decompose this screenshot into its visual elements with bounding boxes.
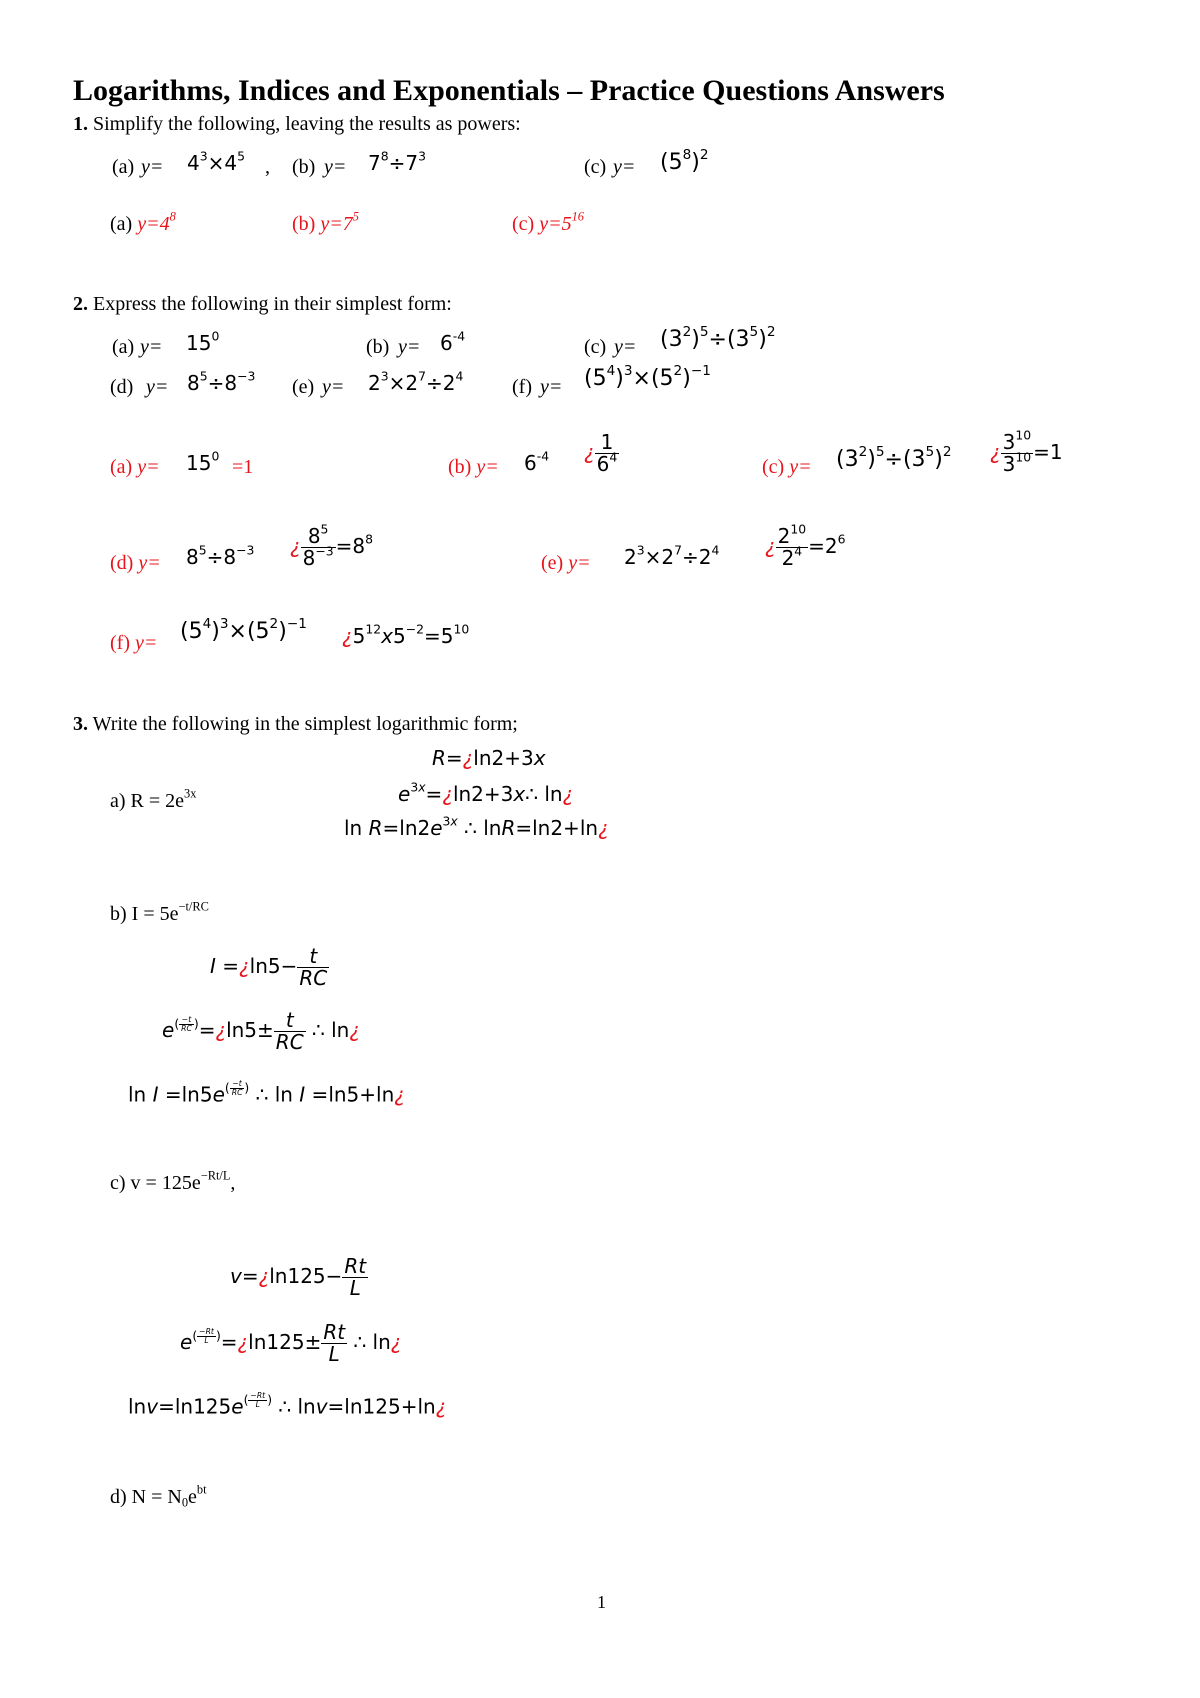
q1-c-y: y= (613, 156, 636, 178)
q1-separator: , (265, 156, 270, 178)
q2-answer-c-result: ¿ $\frac{3^{10}}{3^{10}}$ =1 (990, 427, 1063, 476)
q2-answer-c-label: (c) y= (762, 456, 812, 478)
q2-b-y: y= (398, 336, 421, 358)
q3-number: 3. (73, 713, 88, 735)
q1-answer-a: (a) $y=4^8$ (110, 209, 176, 235)
q2-answer-c-expr: $(3^2)^5\div(3^5)^2$ (836, 443, 952, 472)
q3-b-line1: I =¿ln5− $\frac{t}{RC}$ (210, 944, 328, 990)
q2-a-expr: $15^0$ (186, 328, 220, 355)
q2-f-label: (f) (512, 376, 532, 398)
q2-d-label: (d) (110, 376, 134, 398)
q3-a-line2: $e^{3x}=¿\ln 2+3x\therefore$ ln¿ (398, 779, 574, 806)
q2-prompt-line (73, 293, 452, 316)
q2-answer-d-result: ¿ $\frac{8^5}{8^{-3}}$ $=8^8$ (290, 521, 373, 570)
q3-b-line3: $\ln I =\ln 5e^{( \frac{-t}{RC} )}$ ∴ ln I =ln5+ln¿ (128, 1079, 405, 1107)
q3-c-label: c) $v = 125e^{-Rt/L}$, (110, 1168, 236, 1194)
q2-b-expr: $6^{-4}$ (440, 328, 466, 355)
q1-answer-b: (b) $y=7^5$ (292, 209, 359, 235)
page-number: 1 (597, 1592, 606, 1612)
q2-c-label: (c) (584, 336, 607, 358)
q1-a-label: (a) (112, 156, 135, 178)
q2-answer-f-label: (f) y= (110, 632, 158, 654)
q2-number: 2. (73, 293, 88, 315)
q1-prompt-line (73, 113, 521, 136)
q2-answer-b-expr: $6^{-4}$ (524, 448, 550, 475)
q1-a-expr: $4^3\times 4^5$ (187, 148, 245, 175)
q3-a-line3: $\ln R=\ln 2e^{3x}$ ∴ lnR=ln2+ln¿ (344, 813, 609, 840)
q3-a-label: a) $R = 2e^{3x}$ (110, 786, 197, 812)
q1-b-label: (b) (292, 156, 316, 178)
q1-c-label: (c) (584, 156, 607, 178)
q1-answer-c: (c) $y=5^{16}$ (512, 209, 584, 235)
q2-answer-b-result: ¿ $\frac{1}{6^4}$ (584, 430, 618, 476)
q3-c-line2: $e^{( \frac{-Rt}{L} )}=¿\ln 125\pm$ $\frac{Rt}{L}$ ∴ ln¿ (180, 1320, 402, 1366)
q2-b-label: (b) (366, 336, 390, 358)
q2-answer-a-label: (a) y= (110, 456, 160, 478)
q2-answer-e-label: (e) y= (541, 552, 591, 574)
q1-prompt: Simplify the following, leaving the results as powers: (93, 113, 521, 135)
q3-prompt: Write the following in the simplest logarithmic form; (92, 713, 518, 735)
q2-e-expr: $2^3\times 2^7\div 2^4$ (368, 368, 464, 395)
q2-answer-a-result: =1 (232, 456, 254, 478)
q3-b-line2: $e^{( \frac{-t}{RC} )}=¿\ln 5\pm$ $\frac{t}{RC}$ ∴ ln¿ (162, 1008, 360, 1054)
q2-answer-d-expr: $8^5\div 8^{-3}$ (186, 542, 255, 569)
q3-c-line1: v=¿ln125− $\frac{Rt}{L}$ (230, 1254, 367, 1300)
q2-answer-d-label: (d) y= (110, 552, 161, 574)
q1-b-y: y= (324, 156, 347, 178)
q2-d-expr: $8^5\div 8^{-3}$ (187, 368, 256, 395)
q1-b-expr: $7^8\div 7^3$ (368, 148, 426, 175)
q2-f-expr: $(5^4)^3\times(5^2)^{-1}$ (584, 362, 711, 391)
q2-answer-e-expr: $2^3\times 2^7\div 2^4$ (624, 542, 720, 569)
q3-c-line3: $\ln v=\ln 125e^{( \frac{-Rt}{L} )}$ ∴ lnv=ln125+ln¿ (128, 1391, 447, 1419)
q2-answer-b-label: (b) y= (448, 456, 499, 478)
page-title: Logarithms, Indices and Exponentials – Practice Questions Answers (73, 74, 945, 107)
q2-prompt: Express the following in their simplest form: (93, 293, 452, 315)
q1-number: 1. (73, 113, 88, 135)
q3-d-label: d) $N = N_0e^{bt}$ (110, 1482, 207, 1510)
q1-c-expr: $(5^8)^2$ (660, 146, 709, 175)
q2-c-y: y= (614, 336, 637, 358)
q2-answer-f-expr: $(5^4)^3\times(5^2)^{-1}$ (180, 615, 307, 644)
q3-a-line1: R=¿ln2+3x (432, 746, 546, 770)
q3-b-label: b) $I = 5e^{-t/RC}$ (110, 899, 209, 925)
q2-answer-e-result: ¿ $\frac{2^{10}}{2^4}$ $=2^6$ (765, 521, 846, 570)
q2-c-expr: $(3^2)^5\div(3^5)^2$ (660, 323, 776, 352)
q2-e-y: y= (322, 376, 345, 398)
q2-e-label: (e) (292, 376, 315, 398)
q2-d-y: y= (146, 376, 169, 398)
q2-a-label: (a) (112, 336, 135, 358)
q3-prompt-line (73, 713, 518, 736)
q2-f-y: y= (540, 376, 563, 398)
q2-answer-a-expr: $15^0$ (186, 448, 220, 475)
q2-answer-f-result: ¿$5^{12}x5^{-2}=5^{10}$ (342, 621, 470, 648)
q2-a-y: y= (140, 336, 163, 358)
q1-a-y: y= (141, 156, 164, 178)
